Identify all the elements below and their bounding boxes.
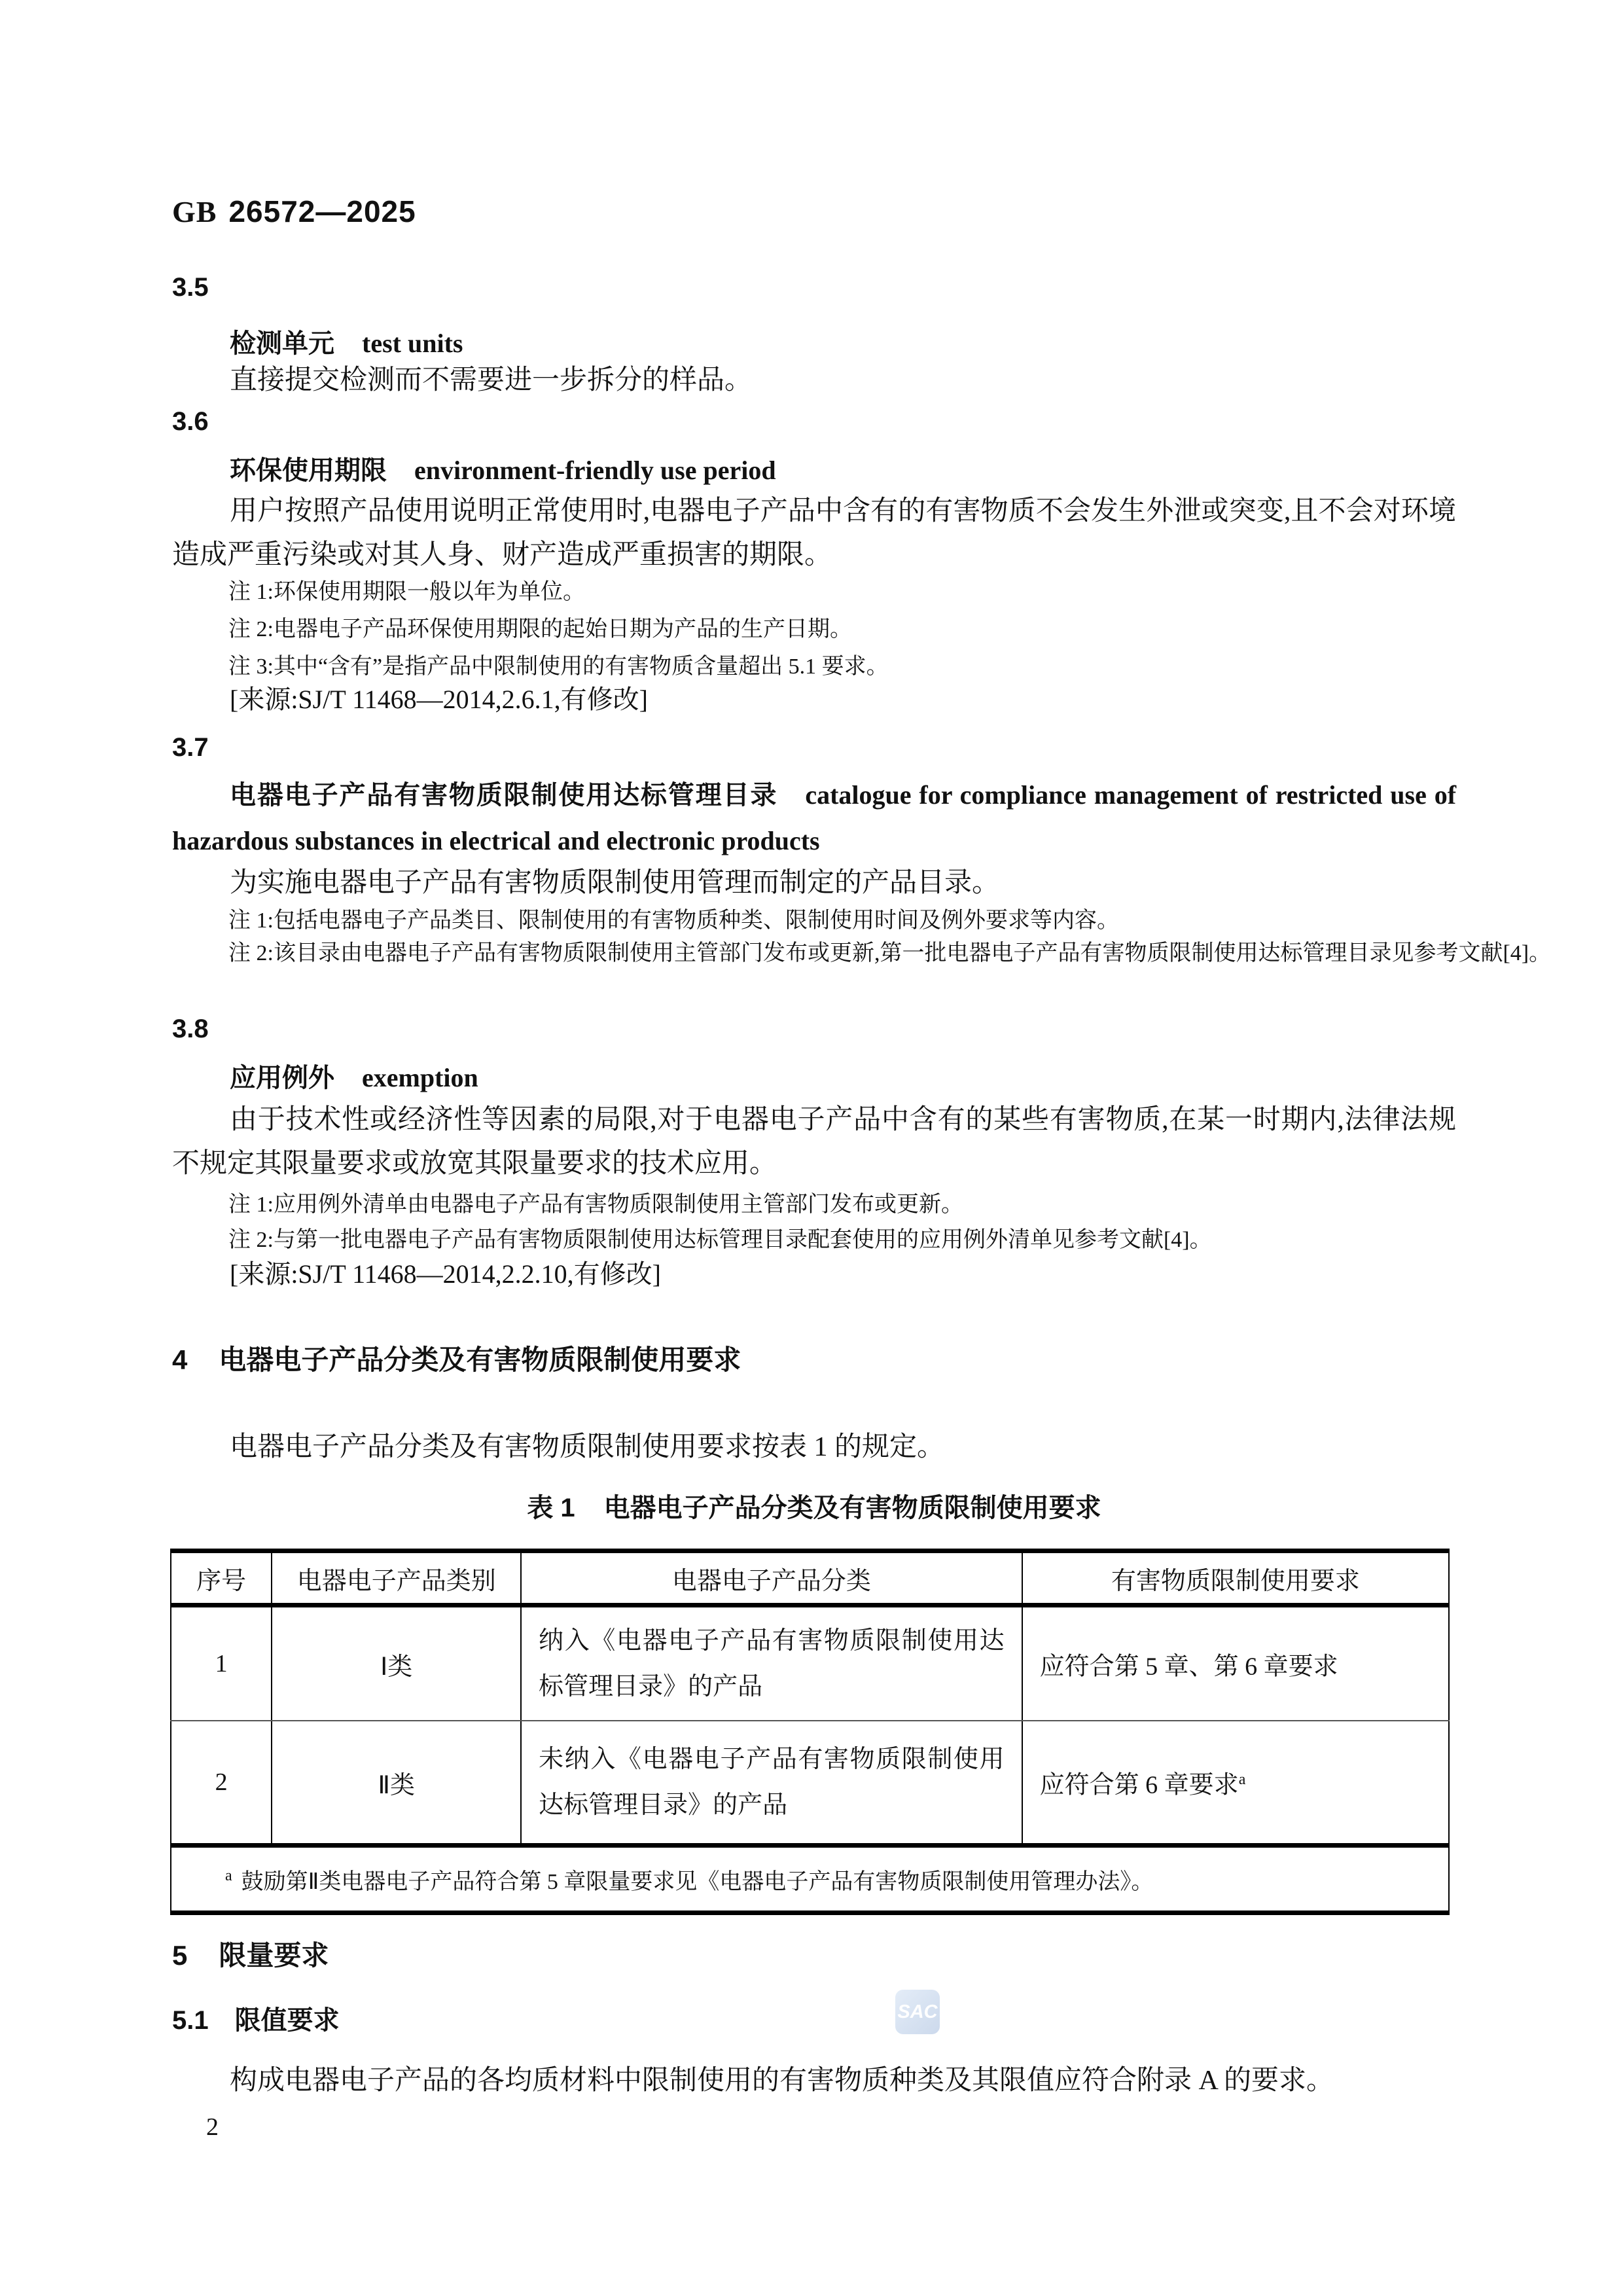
term-zh-3-6: 环保使用期限 xyxy=(230,456,387,485)
note-3-6-1: 注 1:环保使用期限一般以年为单位。 xyxy=(228,580,585,604)
term-en-3-8: exemption xyxy=(362,1063,478,1092)
document-header xyxy=(172,194,1456,229)
sac-watermark-logo: SAC xyxy=(895,1990,940,2034)
section-4-heading xyxy=(172,1343,1456,1377)
table-header-requirement: 有害物质限制使用要求 xyxy=(1022,1551,1449,1605)
standard-code-number: 26572—2025 xyxy=(228,194,416,228)
section-5-title: 限量要求 xyxy=(219,1940,329,1971)
row2-classification: 未纳入《电器电子产品有害物质限制使用达标管理目录》的产品 xyxy=(521,1721,1022,1846)
term-zh-3-8: 应用例外 xyxy=(230,1064,334,1092)
table-1-caption-label: 表 1 xyxy=(527,1494,575,1522)
row2-requirement-text: 应符合第 6 章要求 xyxy=(1039,1771,1239,1799)
table-header-no: 序号 xyxy=(171,1551,272,1605)
clause-number-3-8: 3.8 xyxy=(172,1014,209,1043)
definition-3-8: 由于技术性或经济性等因素的局限,对于电器电子产品中含有的某些有害物质,在某一时期内,法律法规不规定其限量要求或放宽其限量要求的技术应用。 xyxy=(172,1105,1456,1179)
section-4-title: 电器电子产品分类及有害物质限制使用要求 xyxy=(219,1344,741,1375)
section-5-1-title: 限值要求 xyxy=(234,2006,340,2035)
table-footnote-text: 鼓励第Ⅱ类电器电子产品符合第 5 章限量要求见《电器电子产品有害物质限制使用管理办法》。 xyxy=(241,1869,1154,1894)
row2-category: Ⅱ类 xyxy=(272,1721,521,1846)
term-heading-3-8 xyxy=(172,1055,1456,1101)
clause-number-3-5: 3.5 xyxy=(172,273,209,302)
section-5-1-paragraph: 构成电器电子产品的各均质材料中限制使用的有害物质种类及其限值应符合附录 A 的要求。 xyxy=(230,2066,1334,2096)
section-5-number: 5 xyxy=(172,1940,188,1971)
note-3-7-1: 注 1:包括电器电子产品类目、限制使用的有害物质种类、限制使用时间及例外要求等内容。 xyxy=(228,908,1119,933)
term-heading-3-7 xyxy=(172,772,1456,864)
section-4-number: 4 xyxy=(172,1344,188,1375)
row2-requirement xyxy=(1022,1721,1449,1846)
source-3-6: [来源:SJ/T 11468—2014,2.6.1,有修改] xyxy=(230,685,648,714)
row1-category: Ⅰ类 xyxy=(272,1605,521,1721)
clause-number-3-7: 3.7 xyxy=(172,733,209,762)
definition-3-6: 用户按照产品使用说明正常使用时,电器电子产品中含有的有害物质不会发生外泄或突变,且不会对环境造成严重污染或对其人身、财产造成严重损害的期限。 xyxy=(172,496,1456,570)
table-row xyxy=(171,1721,1449,1846)
term-en-3-6: environment-friendly use period xyxy=(414,456,776,485)
table-header-classification: 电器电子产品分类 xyxy=(521,1551,1022,1605)
note-3-8-2: 注 2:与第一批电器电子产品有害物质限制使用达标管理目录配套使用的应用例外清单见参考文献[4]。 xyxy=(228,1228,1212,1252)
table-header-row xyxy=(171,1551,1449,1605)
note-3-6-3: 注 3:其中“含有”是指产品中限制使用的有害物质含量超出 5.1 要求。 xyxy=(228,655,889,679)
table-1-caption xyxy=(172,1487,1456,1524)
section-5-1-number: 5.1 xyxy=(172,2006,209,2035)
table-1-caption-title: 电器电子产品分类及有害物质限制使用要求 xyxy=(603,1494,1101,1522)
section-5-1-heading xyxy=(172,2004,1456,2037)
term-en-3-7: catalogue for compliance management of restricted use of hazardous substances in electrical and electronic products xyxy=(172,780,1457,855)
row1-no: 1 xyxy=(171,1605,272,1721)
section-4-paragraph: 电器电子产品分类及有害物质限制使用要求按表 1 的规定。 xyxy=(230,1432,945,1462)
term-en-3-5: test units xyxy=(362,329,463,358)
row1-requirement-text: 应符合第 5 章、第 6 章要求 xyxy=(1039,1653,1338,1681)
note-3-8-1: 注 1:应用例外清单由电器电子产品有害物质限制使用主管部门发布或更新。 xyxy=(228,1193,963,1217)
table-footnote-row xyxy=(171,1846,1449,1913)
row1-requirement xyxy=(1022,1605,1449,1721)
definition-3-5: 直接提交检测而不需要进一步拆分的样品。 xyxy=(230,365,753,395)
source-3-8: [来源:SJ/T 11468—2014,2.2.10,有修改] xyxy=(230,1259,661,1289)
term-heading-3-6 xyxy=(172,448,1456,493)
row2-requirement-footmark: a xyxy=(1238,1770,1246,1788)
page-number: 2 xyxy=(206,2113,219,2141)
term-zh-3-5: 检测单元 xyxy=(230,329,334,358)
table-1 xyxy=(170,1549,1450,1915)
table-footnote-marker: a xyxy=(225,1867,232,1885)
section-5-heading xyxy=(172,1939,1456,1973)
note-3-6-2: 注 2:电器电子产品环保使用期限的起始日期为产品的生产日期。 xyxy=(228,617,852,641)
note-3-7-2: 注 2:该目录由电器电子产品有害物质限制使用主管部门发布或更新,第一批电器电子产品有害物质限制使用达标管理目录见参考文献[4]。 xyxy=(228,941,1552,965)
table-footnote-cell xyxy=(171,1846,1449,1913)
table-header-category: 电器电子产品类别 xyxy=(272,1551,521,1605)
row1-classification: 纳入《电器电子产品有害物质限制使用达标管理目录》的产品 xyxy=(521,1605,1022,1721)
standard-code-prefix: GB xyxy=(172,195,217,228)
clause-number-3-6: 3.6 xyxy=(172,407,209,436)
term-zh-3-7: 电器电子产品有害物质限制使用达标管理目录 xyxy=(230,781,778,810)
definition-3-7: 为实施电器电子产品有害物质限制使用管理而制定的产品目录。 xyxy=(230,868,1000,898)
table-row xyxy=(171,1605,1449,1721)
row2-no: 2 xyxy=(171,1721,272,1846)
